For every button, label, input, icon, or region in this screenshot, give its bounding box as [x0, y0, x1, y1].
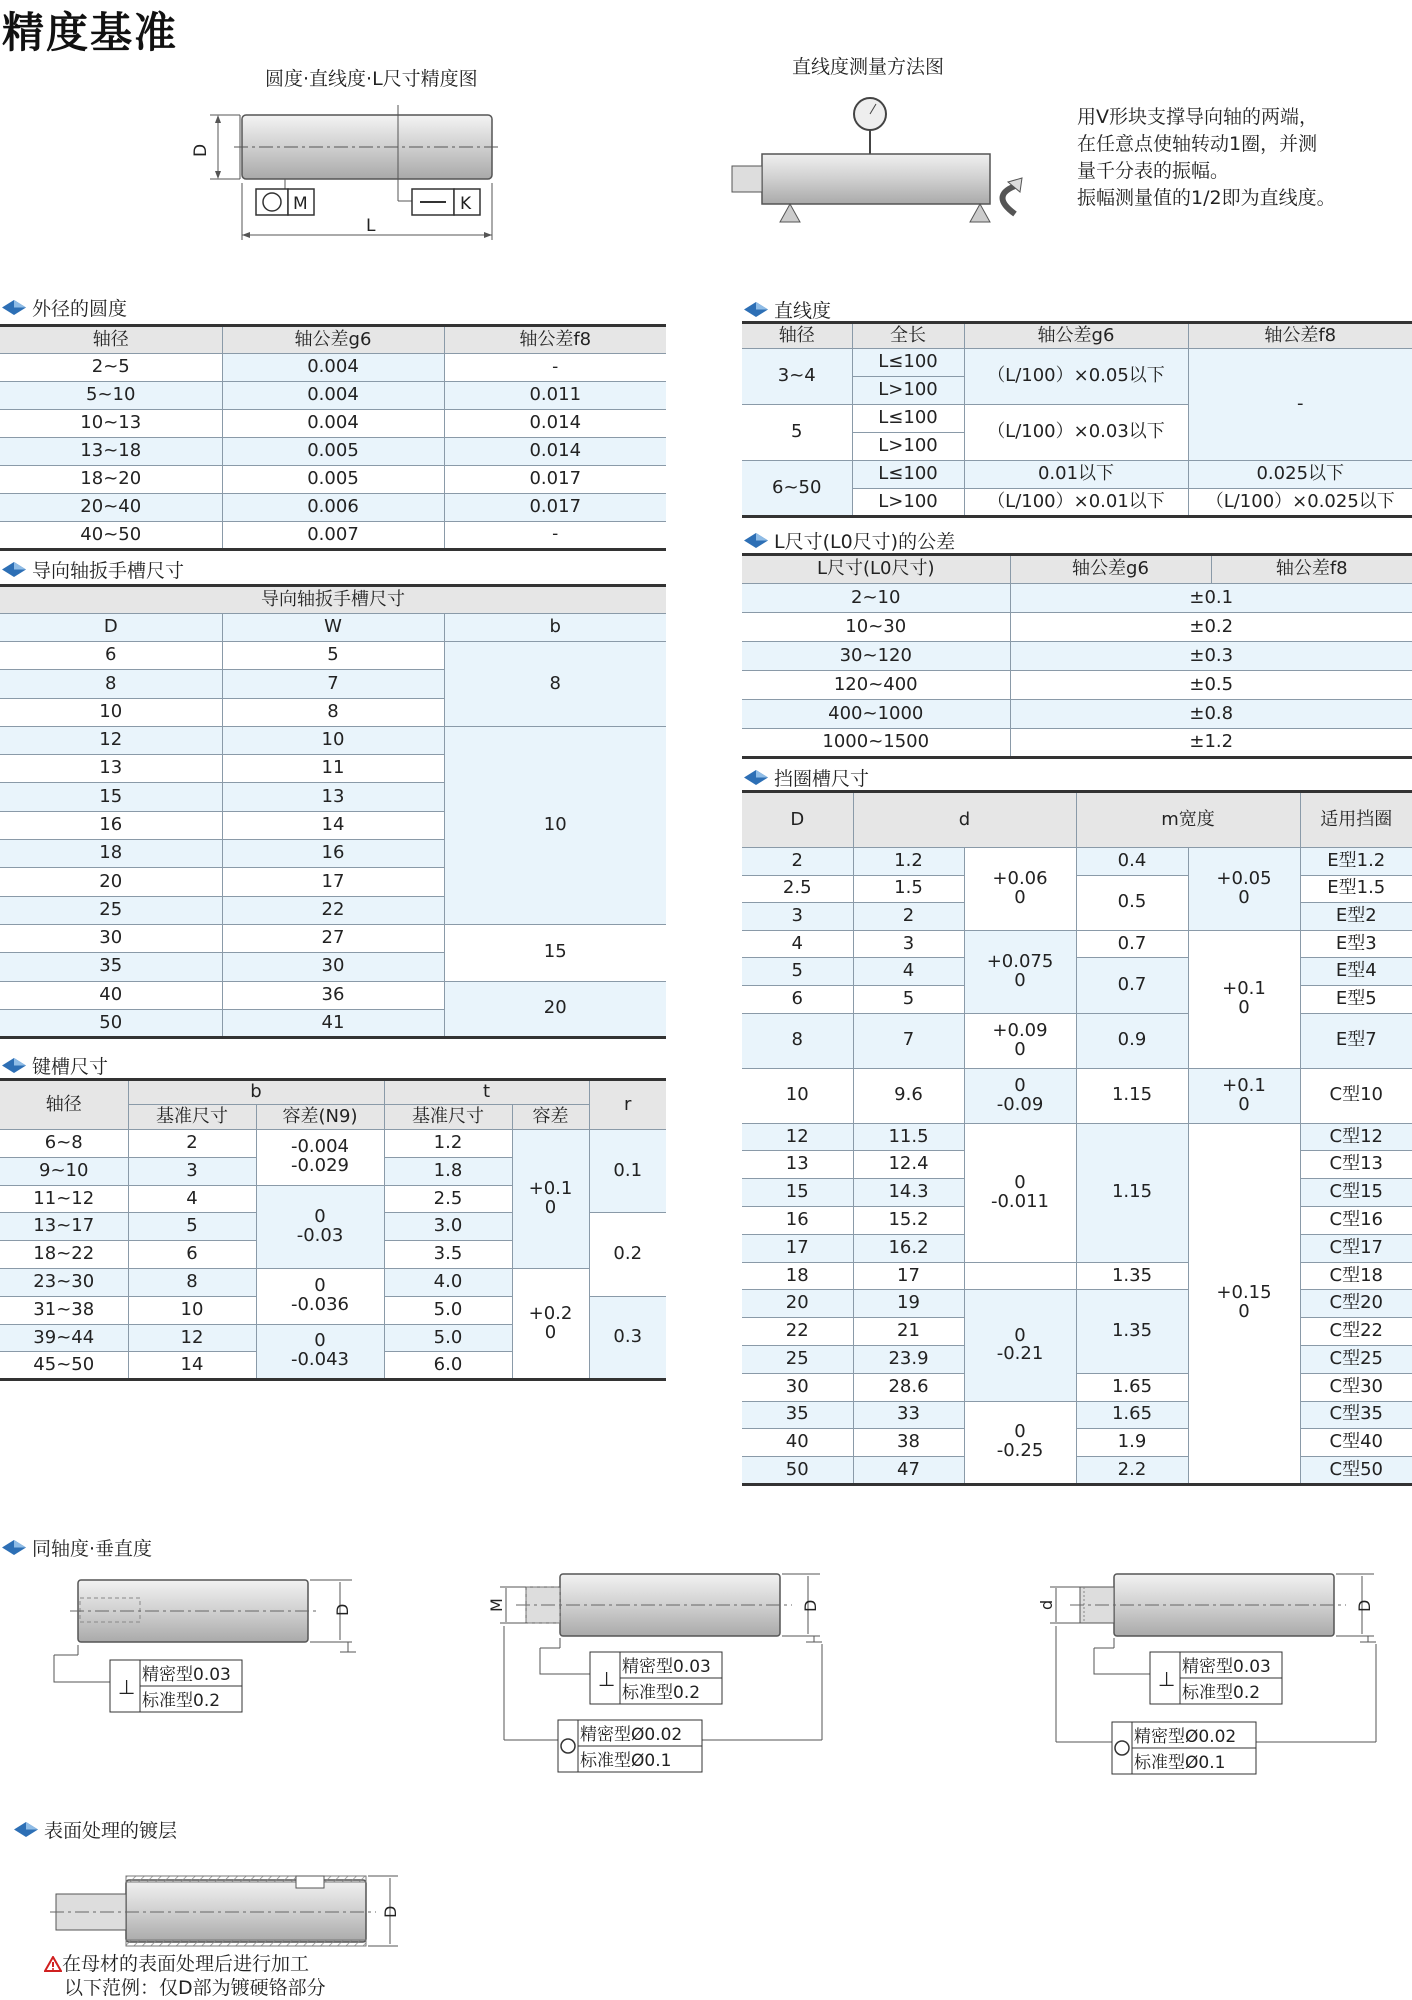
fig2-note-line: 振幅测量值的1/2即为直线度。: [1077, 187, 1336, 209]
section-wrench-flats: 导向轴扳手槽尺寸: [2, 556, 184, 583]
table-cell: 0.01以下: [964, 461, 1188, 489]
table-cell: 2.5: [384, 1185, 512, 1213]
table-cell: 25: [0, 896, 222, 924]
table-cell: [964, 1262, 1076, 1290]
col-header: L尺寸(L0尺寸): [742, 555, 1010, 584]
section-straightness: 直线度: [744, 296, 831, 323]
table-cell: 6~8: [0, 1130, 128, 1158]
table-cell: 17: [222, 868, 444, 896]
table-cell: 12: [742, 1123, 853, 1151]
table-cell: 14: [128, 1352, 256, 1380]
table-cell: 3: [742, 903, 853, 931]
col-header: 轴公差f8: [1188, 323, 1412, 349]
table-cell: 3.5: [384, 1241, 512, 1269]
table-cell: 0.3: [589, 1296, 666, 1379]
table-cell: 39~44: [0, 1324, 128, 1352]
table-cell: 0.004: [222, 382, 444, 410]
table-cell: 0.007: [222, 522, 444, 550]
col-header: d: [853, 792, 1076, 848]
col-header: 轴公差g6: [964, 323, 1188, 349]
table-cell: 1.9: [1076, 1429, 1188, 1457]
table-cell: -0.004 -0.029: [256, 1130, 384, 1186]
table-cell: 30: [0, 924, 222, 952]
table-cell: 1.2: [853, 848, 964, 876]
table-cell: 38: [853, 1429, 964, 1457]
table-cell: 20: [444, 981, 666, 1038]
table-cell: C型25: [1300, 1345, 1412, 1373]
table-cell: （L/100）×0.01以下: [964, 489, 1188, 517]
coax2-d-label: D: [801, 1599, 820, 1612]
table-cell: 23.9: [853, 1345, 964, 1373]
section-diamond-icon: [744, 533, 768, 548]
table-cell: 2: [742, 848, 853, 876]
table-cell: 15: [0, 783, 222, 811]
table-cell: 50: [742, 1457, 853, 1485]
section-diamond-icon: [744, 770, 768, 785]
table-cell: ±0.5: [1010, 671, 1412, 700]
table-cell: 4.0: [384, 1268, 512, 1296]
table-cell: 13: [742, 1151, 853, 1179]
col-header: 基准尺寸: [128, 1105, 256, 1130]
table-cell: C型13: [1300, 1151, 1412, 1179]
table-cell: ±1.2: [1010, 729, 1412, 758]
table-cell: +0.05 0: [1188, 848, 1300, 931]
col-header: 轴公差f8: [1211, 555, 1412, 584]
table-cell: 3.0: [384, 1213, 512, 1241]
table-cell: 2: [128, 1130, 256, 1158]
table-cell: 10~30: [742, 613, 1010, 642]
table-cell: L≤100: [852, 405, 964, 433]
table-cell: 30: [742, 1373, 853, 1401]
table-cell: 13~17: [0, 1213, 128, 1241]
table-cell: +0.1 0: [512, 1130, 589, 1269]
coax2-m-label: M: [487, 1598, 506, 1612]
section-diamond-icon: [2, 1058, 26, 1073]
table-cell: 23~30: [0, 1268, 128, 1296]
table-cell: 28.6: [853, 1373, 964, 1401]
table-cell: 18~20: [0, 466, 222, 494]
table-cell: 30: [222, 953, 444, 981]
table-cell: 0.006: [222, 494, 444, 522]
table-cell: （L/100）×0.05以下: [964, 349, 1188, 405]
table-cell: 6: [128, 1241, 256, 1269]
table-cell: 5: [222, 642, 444, 670]
section-diamond-icon: [2, 1540, 26, 1555]
table-cell: 35: [742, 1401, 853, 1429]
table-cell: E型1.5: [1300, 875, 1412, 903]
keyway-table: [0, 1078, 666, 1381]
table-cell: （L/100）×0.03以下: [964, 405, 1188, 461]
table-cell: 0.025以下: [1188, 461, 1412, 489]
plating-diagram: [50, 1868, 400, 1948]
table-cell: L≤100: [852, 349, 964, 377]
coax1-standard: 标准型0.2: [142, 1691, 221, 1711]
table-cell: 0 -0.043: [256, 1324, 384, 1380]
table-cell: 0.005: [222, 466, 444, 494]
table-cell: 13~18: [0, 438, 222, 466]
table-cell: 27: [222, 924, 444, 952]
table-cell: 20: [742, 1290, 853, 1318]
table-cell: 0 -0.21: [964, 1290, 1076, 1401]
table-cell: 0 -0.036: [256, 1268, 384, 1324]
table-cell: 36: [222, 981, 444, 1009]
table-cell: 15: [444, 924, 666, 981]
table-cell: -: [444, 354, 666, 382]
col-header: D: [742, 792, 853, 848]
table-cell: 5: [742, 958, 853, 986]
coax2-precise-c: 精密型Ø0.02: [580, 1725, 683, 1745]
section-diamond-icon: [14, 1822, 38, 1837]
table-cell: 6: [0, 642, 222, 670]
table-cell: 3: [128, 1157, 256, 1185]
table-header: 导向轴扳手槽尺寸: [0, 586, 666, 614]
coax3-precise-c: 精密型Ø0.02: [1134, 1727, 1237, 1747]
perpendicular-icon: ⊥: [598, 1667, 616, 1691]
table-cell: C型12: [1300, 1123, 1412, 1151]
table-cell: 0 -0.011: [964, 1123, 1076, 1262]
col-header: b: [444, 614, 666, 642]
table-cell: 9.6: [853, 1068, 964, 1123]
table-cell: 11: [222, 755, 444, 783]
table-cell: 0.014: [444, 410, 666, 438]
coax3-standard: 标准型0.2: [1182, 1683, 1261, 1703]
table-cell: 13: [0, 755, 222, 783]
table-cell: 7: [222, 670, 444, 698]
table-cell: L>100: [852, 377, 964, 405]
table-cell: 4: [128, 1185, 256, 1213]
table-cell: 8: [128, 1268, 256, 1296]
table-cell: 1.8: [384, 1157, 512, 1185]
table-cell: 120~400: [742, 671, 1010, 700]
table-cell: -: [444, 522, 666, 550]
table-cell: 0.4: [1076, 848, 1188, 876]
table-cell: 31~38: [0, 1296, 128, 1324]
perpendicular-icon: ⊥: [1158, 1667, 1176, 1691]
table-cell: 25: [742, 1345, 853, 1373]
col-header: 适用挡圈: [1300, 792, 1412, 848]
table-cell: 0.004: [222, 410, 444, 438]
col-header: b: [128, 1080, 384, 1105]
col-header: 轴径: [0, 1080, 128, 1130]
table-cell: 47: [853, 1457, 964, 1485]
table-cell: 17: [853, 1262, 964, 1290]
table-cell: +0.15 0: [1188, 1123, 1300, 1484]
table-cell: 0.1: [589, 1130, 666, 1213]
table-cell: 8: [742, 1013, 853, 1068]
fig1-m-label: M: [293, 194, 308, 214]
coax-diagram-2: [480, 1560, 890, 1780]
table-cell: 22: [222, 896, 444, 924]
table-cell: C型17: [1300, 1234, 1412, 1262]
coax-diagram-1: [40, 1570, 370, 1720]
table-cell: （L/100）×0.025以下: [1188, 489, 1412, 517]
table-cell: 5.0: [384, 1296, 512, 1324]
section-diamond-icon: [2, 300, 26, 315]
table-cell: 4: [853, 958, 964, 986]
table-cell: 10~13: [0, 410, 222, 438]
col-header: t: [384, 1080, 589, 1105]
table-cell: E型3: [1300, 930, 1412, 958]
table-cell: C型50: [1300, 1457, 1412, 1485]
table-cell: E型5: [1300, 985, 1412, 1013]
table-cell: 10: [222, 726, 444, 754]
section-ring-groove: 挡圈槽尺寸: [744, 764, 869, 791]
table-cell: 0.7: [1076, 930, 1188, 958]
section-diamond-icon: [2, 562, 26, 577]
fig1-caption: 圆度·直线度·L尺寸精度图: [265, 68, 478, 90]
table-cell: 3~4: [742, 349, 852, 405]
plating-note-1: 在母材的表面处理后进行加工: [62, 1953, 310, 1975]
coax3-standard-c: 标准型Ø0.1: [1134, 1753, 1226, 1773]
table-cell: 5: [742, 405, 852, 461]
table-cell: 0.9: [1076, 1013, 1188, 1068]
table-cell: 400~1000: [742, 700, 1010, 729]
table-cell: 5: [853, 985, 964, 1013]
coax-diagram-3: [1030, 1560, 1412, 1780]
table-cell: 5.0: [384, 1324, 512, 1352]
table-cell: 16: [222, 840, 444, 868]
table-cell: 10: [742, 1068, 853, 1123]
fig1-l-label: L: [366, 216, 376, 236]
table-cell: 14.3: [853, 1179, 964, 1207]
perpendicular-icon: ⊥: [118, 1675, 136, 1699]
section-plating: 表面处理的镀层: [14, 1816, 177, 1843]
table-cell: L>100: [852, 433, 964, 461]
table-cell: 33: [853, 1401, 964, 1429]
col-header: m宽度: [1076, 792, 1300, 848]
table-cell: L>100: [852, 489, 964, 517]
table-cell: 1.5: [853, 875, 964, 903]
table-cell: 2.5: [742, 875, 853, 903]
table-cell: 0.005: [222, 438, 444, 466]
table-cell: 40~50: [0, 522, 222, 550]
table-cell: C型15: [1300, 1179, 1412, 1207]
table-cell: 45~50: [0, 1352, 128, 1380]
table-cell: 11.5: [853, 1123, 964, 1151]
table-cell: 18: [0, 840, 222, 868]
section-diamond-icon: [744, 302, 768, 317]
coax2-standard-c: 标准型Ø0.1: [580, 1751, 672, 1771]
table-cell: 0 -0.09: [964, 1068, 1076, 1123]
table-cell: +0.075 0: [964, 930, 1076, 1013]
table-cell: 8: [222, 698, 444, 726]
table-cell: 12.4: [853, 1151, 964, 1179]
table-cell: 0.014: [444, 438, 666, 466]
table-cell: 11~12: [0, 1185, 128, 1213]
table-cell: C型35: [1300, 1401, 1412, 1429]
table-cell: 21: [853, 1318, 964, 1346]
table-cell: +0.06 0: [964, 848, 1076, 931]
table-cell: 0.7: [1076, 958, 1188, 1013]
fig1-d-label: D: [191, 143, 211, 157]
coax2-precise: 精密型0.03: [622, 1657, 711, 1677]
table-cell: ±0.2: [1010, 613, 1412, 642]
table-cell: 35: [0, 953, 222, 981]
coax2-standard: 标准型0.2: [622, 1683, 701, 1703]
table-cell: C型16: [1300, 1206, 1412, 1234]
col-header: 轴公差g6: [1010, 555, 1211, 584]
warning-icon: [44, 1956, 62, 1972]
ring-groove-table: [742, 790, 1412, 1486]
roundness-straightness-diagram: [190, 105, 520, 245]
table-cell: 1.65: [1076, 1401, 1188, 1429]
table-cell: 40: [742, 1429, 853, 1457]
table-cell: 30~120: [742, 642, 1010, 671]
plating-note-2: 以下范例：仅D部为镀硬铬部分: [64, 1977, 326, 1999]
table-cell: 1000~1500: [742, 729, 1010, 758]
fig2-caption: 直线度测量方法图: [792, 56, 945, 78]
col-header: 全长: [852, 323, 964, 349]
table-cell: 40: [0, 981, 222, 1009]
table-cell: 1.15: [1076, 1123, 1188, 1262]
table-cell: 12: [128, 1324, 256, 1352]
table-cell: 22: [742, 1318, 853, 1346]
table-cell: 0.011: [444, 382, 666, 410]
table-cell: -: [1188, 349, 1412, 461]
fig2-note: [1077, 104, 1336, 212]
table-cell: +0.09 0: [964, 1013, 1076, 1068]
table-cell: C型22: [1300, 1318, 1412, 1346]
table-cell: C型10: [1300, 1068, 1412, 1123]
plating-d-label: D: [381, 1905, 400, 1918]
col-header: 轴径: [742, 323, 852, 349]
table-cell: 0 -0.25: [964, 1401, 1076, 1484]
fig1-k-label: K: [460, 194, 472, 214]
table-cell: ±0.1: [1010, 584, 1412, 613]
page-title: 精度基准: [2, 8, 179, 57]
table-cell: 8: [0, 670, 222, 698]
table-cell: ±0.3: [1010, 642, 1412, 671]
straightness-measurement-diagram: [730, 96, 1060, 236]
coax1-precise: 精密型0.03: [142, 1665, 231, 1685]
table-cell: 20: [0, 868, 222, 896]
table-cell: 16.2: [853, 1234, 964, 1262]
table-cell: 50: [0, 1009, 222, 1037]
table-cell: 17: [742, 1234, 853, 1262]
table-cell: 18~22: [0, 1241, 128, 1269]
roundness-table: [0, 324, 666, 551]
col-header: 轴公差g6: [222, 326, 444, 354]
coax1-d-label: D: [333, 1603, 352, 1616]
col-header: 轴径: [0, 326, 222, 354]
col-header: r: [589, 1080, 666, 1130]
col-header: 轴公差f8: [444, 326, 666, 354]
table-cell: +0.2 0: [512, 1268, 589, 1379]
table-cell: 10: [444, 726, 666, 924]
fig2-note-line: 用V形块支撑导向轴的两端，: [1077, 106, 1318, 128]
table-cell: 1.15: [1076, 1068, 1188, 1123]
table-cell: 14: [222, 811, 444, 839]
l-tolerance-table: [742, 553, 1412, 759]
table-cell: 1.35: [1076, 1262, 1188, 1290]
table-cell: 0.5: [1076, 875, 1188, 930]
table-cell: 1.35: [1076, 1290, 1188, 1373]
table-cell: +0.1 0: [1188, 1068, 1300, 1123]
table-cell: E型7: [1300, 1013, 1412, 1068]
table-cell: C型40: [1300, 1429, 1412, 1457]
table-cell: C型20: [1300, 1290, 1412, 1318]
table-cell: ±0.8: [1010, 700, 1412, 729]
plating-note: [44, 1952, 326, 2000]
table-cell: 16: [0, 811, 222, 839]
table-cell: 5: [128, 1213, 256, 1241]
table-cell: 16: [742, 1206, 853, 1234]
table-cell: 2~5: [0, 354, 222, 382]
col-header: 基准尺寸: [384, 1105, 512, 1130]
table-cell: 4: [742, 930, 853, 958]
table-cell: 0 -0.03: [256, 1185, 384, 1268]
table-cell: 2: [853, 903, 964, 931]
table-cell: 8: [444, 642, 666, 727]
section-coaxiality: 同轴度·垂直度: [2, 1534, 152, 1561]
table-cell: 0.004: [222, 354, 444, 382]
table-cell: 1.65: [1076, 1373, 1188, 1401]
col-header: 容差: [512, 1105, 589, 1130]
straightness-table: [742, 321, 1412, 518]
coax3-precise: 精密型0.03: [1182, 1657, 1271, 1677]
table-cell: 0.017: [444, 466, 666, 494]
table-cell: E型4: [1300, 958, 1412, 986]
table-cell: 6.0: [384, 1352, 512, 1380]
table-cell: E型1.2: [1300, 848, 1412, 876]
table-cell: 15: [742, 1179, 853, 1207]
section-roundness: 外径的圆度: [2, 294, 127, 321]
wrench-table: [0, 584, 666, 1039]
table-cell: 10: [128, 1296, 256, 1324]
table-cell: C型30: [1300, 1373, 1412, 1401]
table-cell: 9~10: [0, 1157, 128, 1185]
table-cell: 7: [853, 1013, 964, 1068]
table-cell: 2~10: [742, 584, 1010, 613]
table-cell: 12: [0, 726, 222, 754]
table-cell: 6~50: [742, 461, 852, 517]
table-cell: C型18: [1300, 1262, 1412, 1290]
col-header: D: [0, 614, 222, 642]
section-keyway: 键槽尺寸: [2, 1052, 108, 1079]
table-cell: L≤100: [852, 461, 964, 489]
fig2-note-line: 量千分表的振幅。: [1077, 160, 1230, 182]
table-cell: 0.2: [589, 1213, 666, 1296]
fig2-note-line: 在任意点使轴转动1圈，并测: [1077, 133, 1318, 155]
col-header: W: [222, 614, 444, 642]
table-cell: E型2: [1300, 903, 1412, 931]
table-cell: 18: [742, 1262, 853, 1290]
table-cell: 6: [742, 985, 853, 1013]
table-cell: 1.2: [384, 1130, 512, 1158]
section-l-tolerance: L尺寸(L0尺寸)的公差: [744, 527, 955, 554]
table-cell: 41: [222, 1009, 444, 1037]
coax3-d-label: D: [1355, 1599, 1374, 1612]
table-cell: 0.017: [444, 494, 666, 522]
col-header: 容差(N9): [256, 1105, 384, 1130]
table-cell: 13: [222, 783, 444, 811]
table-cell: 19: [853, 1290, 964, 1318]
table-cell: 2.2: [1076, 1457, 1188, 1485]
table-cell: 15.2: [853, 1206, 964, 1234]
coax3-dd-label: d: [1037, 1599, 1056, 1610]
table-cell: +0.1 0: [1188, 930, 1300, 1068]
table-cell: 20~40: [0, 494, 222, 522]
table-cell: 3: [853, 930, 964, 958]
table-cell: 5~10: [0, 382, 222, 410]
table-cell: 10: [0, 698, 222, 726]
